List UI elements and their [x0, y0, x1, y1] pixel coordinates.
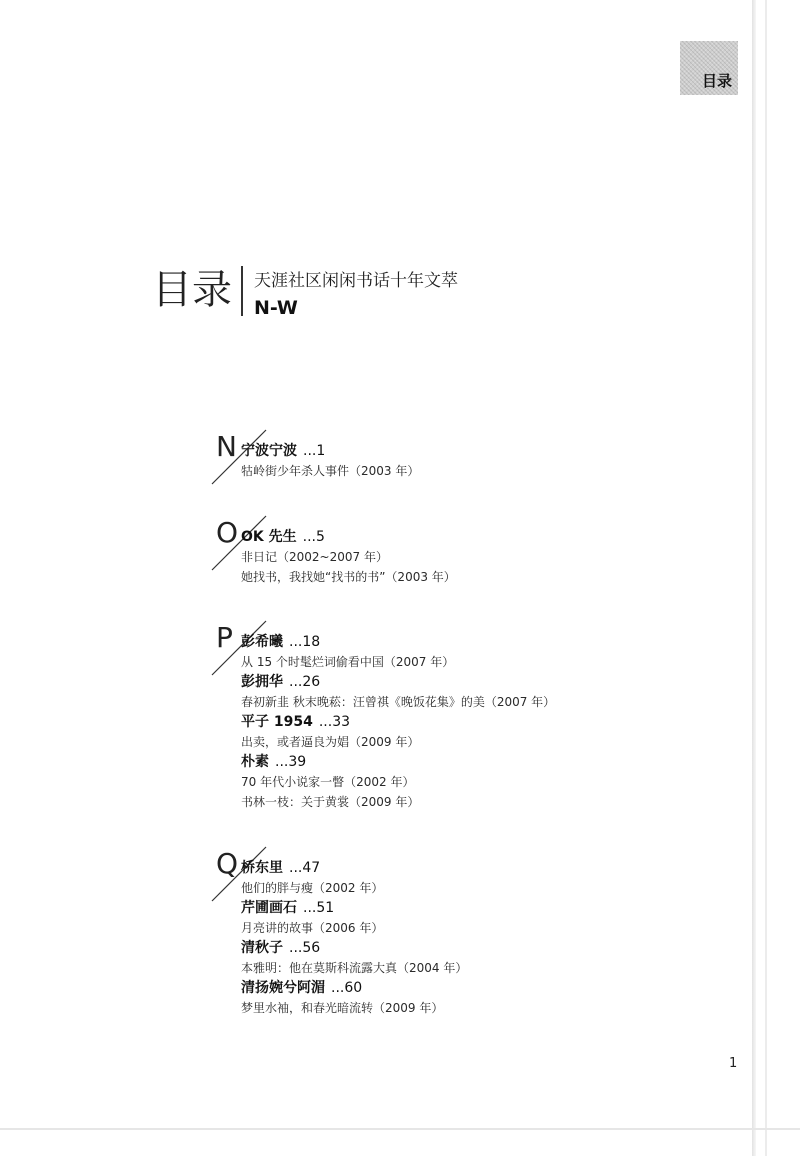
author-name: OK 先生	[241, 529, 297, 545]
author-name: 彭拥华	[241, 674, 283, 690]
entry-title[interactable]	[241, 858, 721, 878]
entry-title[interactable]	[241, 938, 721, 958]
page-ref: ...51	[303, 900, 335, 916]
entry-title[interactable]	[241, 978, 721, 998]
page-ref: ...60	[331, 980, 363, 996]
entry-title[interactable]	[241, 632, 721, 652]
chapter-tab-label: 目录	[701, 72, 732, 90]
article-title: 本雅明：他在莫斯科流露大真（2004 年）	[241, 961, 468, 975]
author-name: 芹圃画石	[241, 900, 297, 916]
letter-range: N-W	[254, 297, 298, 319]
author-name: 宁波宁波	[241, 443, 297, 459]
page-ref: ...1	[303, 443, 326, 459]
page-number: 1	[729, 1056, 738, 1071]
article-title: 牯岭街少年杀人事件（2003 年）	[241, 464, 420, 478]
page-ref: ...5	[302, 529, 325, 545]
article-title: 他们的胖与瘦（2002 年）	[241, 881, 384, 895]
chapter-tab	[680, 41, 738, 95]
article-title: 70 年代小说家一瞥（2002 年）	[241, 775, 415, 789]
page-ref: ...47	[289, 860, 321, 876]
entry-title[interactable]	[241, 672, 721, 692]
author-name: 桥东里	[241, 860, 283, 876]
section-letter: Q	[216, 847, 239, 880]
section-letter: O	[216, 516, 239, 549]
author-name: 清扬婉兮阿湄	[241, 980, 325, 996]
article-title: 书林一枝：关于黄裳（2009 年）	[241, 795, 420, 809]
article-title: 梦里水袖，和春光暗流转（2009 年）	[241, 1001, 444, 1015]
entry-title[interactable]	[241, 752, 721, 772]
article-title: 非日记（2002~2007 年）	[241, 550, 388, 564]
page-ref: ...26	[289, 674, 321, 690]
section-letter: N	[216, 430, 237, 463]
article-title: 月亮讲的故事（2006 年）	[241, 921, 384, 935]
article-title: 出卖，或者逼良为娼（2009 年）	[241, 735, 420, 749]
title-divider	[241, 266, 243, 316]
entry-title[interactable]	[241, 441, 721, 461]
book-subtitle: 天涯社区闲闲书话十年文萃	[254, 271, 458, 291]
entry-title[interactable]	[241, 712, 721, 732]
page-edge-shadow	[765, 0, 767, 1156]
page-edge-bottom	[0, 1128, 800, 1130]
entry-title[interactable]	[241, 898, 721, 918]
page-ref: ...39	[275, 754, 307, 770]
page-ref: ...33	[318, 714, 351, 730]
author-name: 清秋子	[241, 940, 283, 956]
article-title: 春初新韭 秋末晚菘：汪曾祺《晚饭花集》的美（2007 年）	[241, 695, 556, 709]
author-name: 平子 1954	[241, 714, 313, 730]
section-letter: P	[216, 621, 233, 654]
author-name: 朴素	[241, 754, 269, 770]
page-edge	[752, 0, 756, 1156]
entry-title[interactable]	[241, 527, 721, 547]
page-title: 目录	[152, 267, 232, 313]
page-ref: ...18	[289, 634, 321, 650]
page-ref: ...56	[289, 940, 321, 956]
author-name: 彭希曦	[241, 634, 283, 650]
article-title: 她找书，我找她“找书的书”（2003 年）	[241, 570, 456, 584]
article-title: 从 15 个时髦烂词偷看中国（2007 年）	[241, 655, 455, 669]
